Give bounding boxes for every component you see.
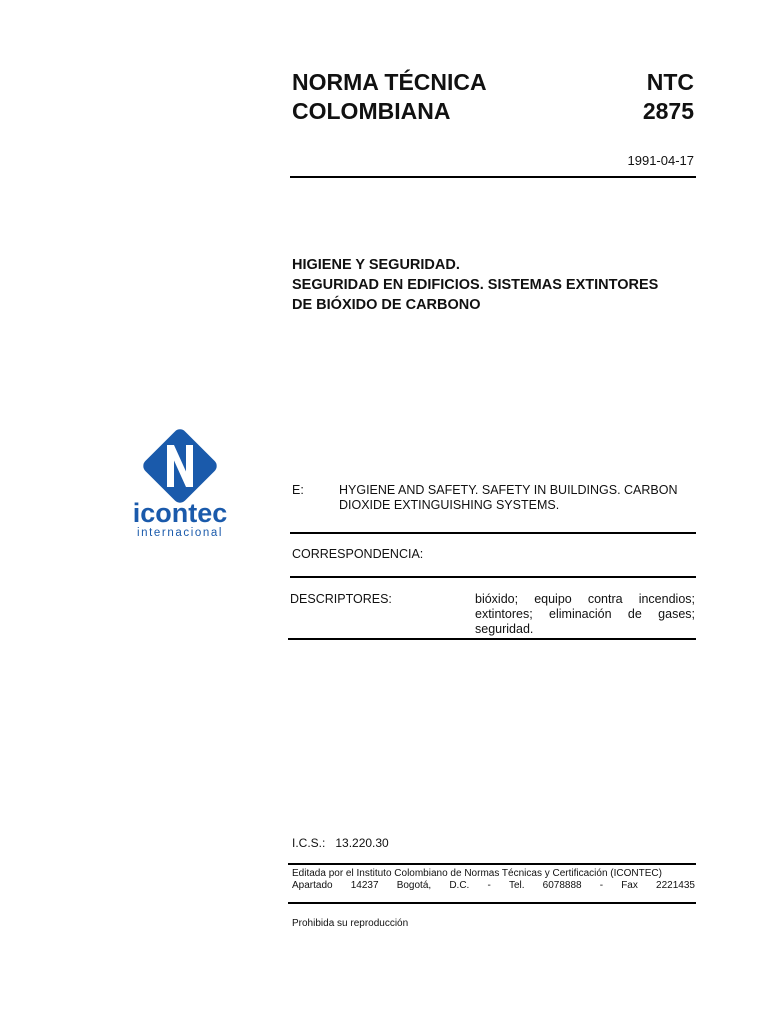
apartado-number: 14237 — [350, 879, 379, 891]
header-divider — [290, 176, 696, 178]
reproduction-notice: Prohibida su reproducción — [292, 918, 409, 929]
code-line-2: 2875 — [642, 98, 694, 124]
english-divider — [290, 532, 696, 534]
correspondencia-divider — [290, 576, 696, 578]
subject-line-2: SEGURIDAD EN EDIFICIOS. SISTEMAS EXTINTORES — [292, 277, 659, 293]
publisher-info — [292, 868, 695, 891]
city: Bogotá, — [396, 879, 432, 891]
icontec-logo — [122, 428, 238, 540]
logo-tagline-text: internacional — [136, 527, 224, 539]
fax-number: 2221435 — [656, 879, 695, 891]
english-label: E: — [292, 483, 304, 497]
ics-code — [292, 836, 389, 850]
icontec-logo-mark — [122, 428, 238, 540]
ics-value: 13.220.30 — [335, 836, 389, 850]
ics-label: I.C.S.: — [292, 836, 326, 850]
english-title: HYGIENE AND SAFETY. SAFETY IN BUILDINGS. CARBON DIOXIDE EXTINGUISHING SYSTEMS. — [339, 483, 678, 512]
descriptores-divider — [288, 638, 696, 640]
apartado-label: Apartado — [292, 879, 333, 891]
publisher-line-1: Editada por el Instituto Colombiano de Normas Técnicas y Certificación (ICONTEC) — [292, 868, 662, 879]
title-line-2: COLOMBIANA — [292, 98, 451, 124]
standard-title — [292, 68, 572, 126]
subject-line-3: DE BIÓXIDO DE CARBONO — [292, 297, 481, 313]
publication-date: 1991-04-17 — [627, 153, 694, 168]
fax-label: Fax — [621, 879, 638, 891]
code-line-1: NTC — [646, 69, 694, 95]
descriptores-label: DESCRIPTORES: — [290, 592, 392, 606]
descriptores-text: bióxido; equipo contra incendios; extintores; eliminación de gases; seguridad. — [475, 592, 695, 636]
tel-label: Tel. — [508, 879, 525, 891]
correspondencia-label: CORRESPONDENCIA: — [292, 547, 424, 561]
separator-2: - — [599, 879, 604, 891]
publisher-top-divider — [288, 863, 696, 865]
publisher-line-2 — [292, 880, 695, 892]
tel-number: 6078888 — [542, 879, 582, 891]
subject-line-1: HIGIENE Y SEGURIDAD. — [292, 257, 460, 273]
district: D.C. — [449, 879, 470, 891]
title-line-1: NORMA TÉCNICA — [292, 69, 487, 95]
separator-1: - — [487, 879, 491, 891]
standard-code — [643, 68, 694, 126]
standard-subject — [292, 255, 696, 315]
logo-brand-text: icontec — [132, 498, 228, 528]
publisher-bottom-divider — [288, 902, 696, 904]
